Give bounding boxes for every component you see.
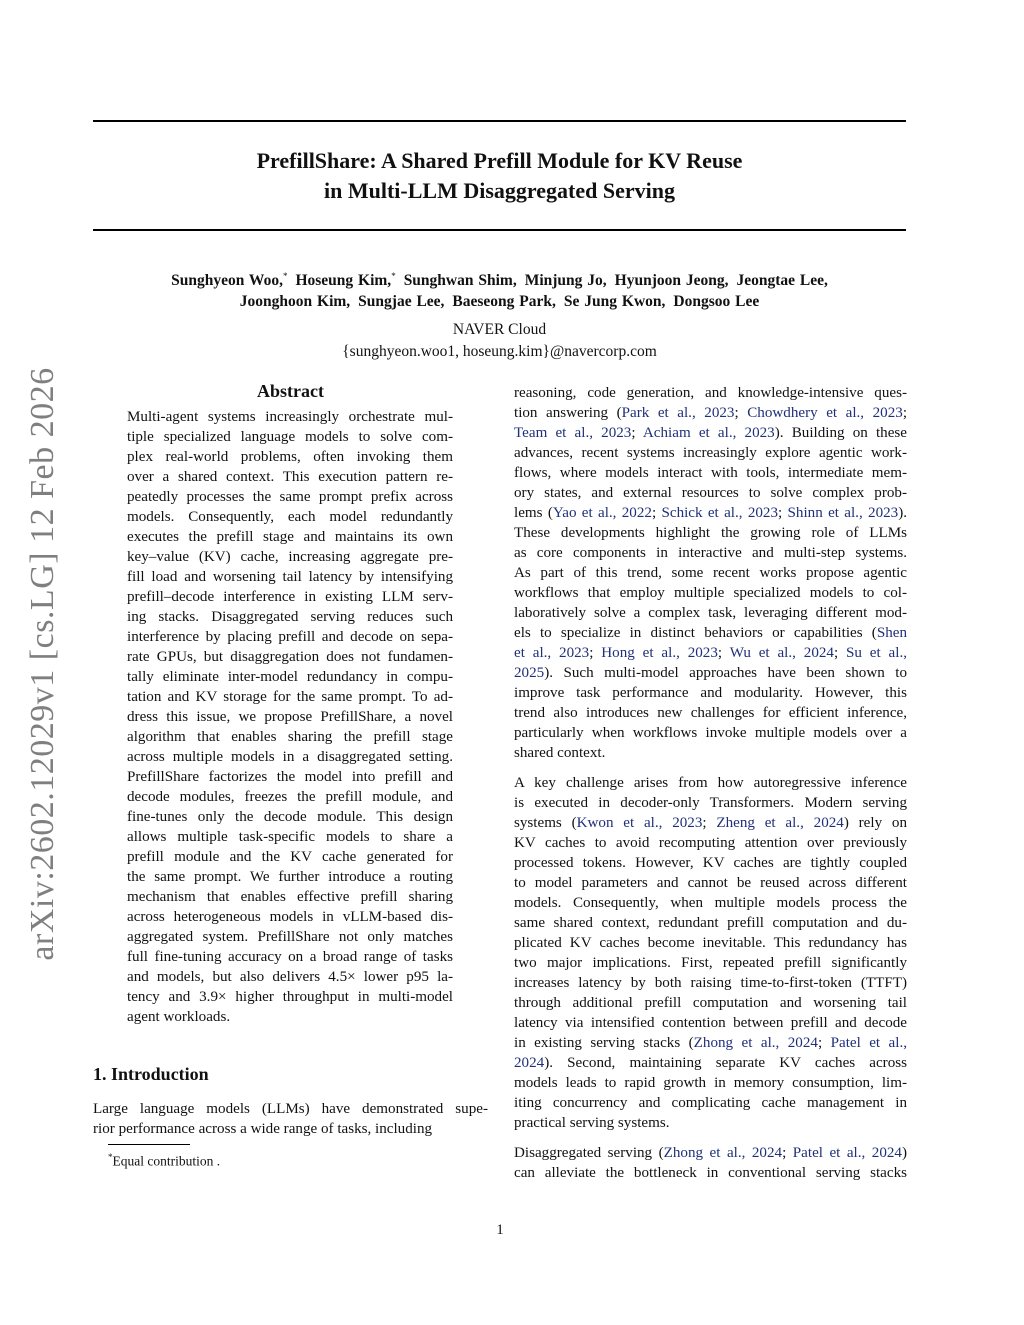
text-line: rate GPUs, but disaggregation does not fundamen- bbox=[127, 649, 453, 665]
text-line: fill load and worsening tail latency by intensifying bbox=[127, 569, 453, 585]
citation-link[interactable]: Zhong et al., 2024 bbox=[663, 1145, 783, 1161]
text-line: as core components in interactive and multi-step systems. bbox=[514, 545, 907, 561]
author-name: Joonghoon Kim, bbox=[239, 293, 351, 311]
abstract-body bbox=[127, 407, 453, 1027]
text-line: Disaggregated serving (Zhong et al., 2024; Patel et al., 2024) bbox=[514, 1145, 908, 1161]
text-line: rior performance across a wide range of tasks, including bbox=[93, 1121, 433, 1137]
text-line: across multiple models in a disaggregated setting. bbox=[127, 749, 453, 765]
citation-link[interactable]: et al., 2023 bbox=[514, 645, 590, 661]
author-name: Se Jung Kwon, bbox=[563, 293, 666, 311]
text-line: Multi-agent systems increasingly orchestrate mul- bbox=[127, 409, 453, 425]
citation-link[interactable]: 2024 bbox=[514, 1055, 545, 1071]
title-rule-top bbox=[93, 120, 906, 122]
text-line: agent workloads. bbox=[127, 1009, 231, 1025]
text-line: models leads to rapid growth in memory consumption, lim- bbox=[514, 1075, 907, 1091]
citation-link[interactable]: Patel et al., 2024 bbox=[792, 1145, 902, 1161]
text-line: prefill–decode interference in existing LLM serv- bbox=[127, 589, 453, 605]
text-line: latency via intensified contention between prefill and decode bbox=[514, 1015, 907, 1031]
text-line: 2025). Such multi-model approaches have been shown to bbox=[514, 665, 907, 681]
text-line: mechanism that enables effective prefill sharing bbox=[127, 889, 453, 905]
text-line: A key challenge arises from how autoregressive inference bbox=[514, 775, 907, 791]
text-line: lems (Yao et al., 2022; Schick et al., 2023; Shinn et al., 2023). bbox=[514, 505, 908, 521]
text-line: full fine-tuning accuracy on a broad range of tasks bbox=[127, 949, 453, 965]
text-line: plex real-world problems, often invoking them bbox=[127, 449, 453, 465]
text-line: models. Consequently, when multiple models process the bbox=[514, 895, 907, 911]
text-line: increases latency by both raising time-to-first-token (TTFT) bbox=[514, 975, 907, 991]
author-name: Minjung Jo, bbox=[524, 272, 607, 290]
citation-link[interactable]: Zhong et al., 2024 bbox=[693, 1035, 818, 1051]
author-mark: * bbox=[391, 271, 396, 281]
text-line: ory states, and external resources to solve complex prob- bbox=[514, 485, 907, 501]
text-line: 2024). Second, maintaining separate KV caches across bbox=[514, 1055, 907, 1071]
introduction-body bbox=[93, 1099, 488, 1139]
text-line: across heterogeneous models in vLLM-based dis- bbox=[127, 909, 453, 925]
citation-link[interactable]: Achiam et al., 2023 bbox=[642, 425, 775, 441]
text-line: flows, where models interact with tools, intermediate mem- bbox=[514, 465, 907, 481]
author-list bbox=[93, 266, 906, 312]
text-line: key–value (KV) cache, increasing aggregate pre- bbox=[127, 549, 453, 565]
text-line: fine-tunes only the decode module. This design bbox=[127, 809, 453, 825]
citation-link[interactable]: Team et al., 2023 bbox=[514, 425, 632, 441]
text-line: tation and KV storage for the same prompt. To ad- bbox=[127, 689, 453, 705]
left-column bbox=[93, 379, 488, 1139]
text-line: dress this issue, we propose PrefillShare, a novel bbox=[127, 709, 453, 725]
footnote-mark: * bbox=[108, 1152, 113, 1162]
author-name: Hyunjoon Jeong, bbox=[614, 272, 729, 290]
author-row bbox=[93, 291, 906, 312]
author-mark: * bbox=[282, 271, 288, 281]
paragraph bbox=[514, 1143, 907, 1183]
text-line: et al., 2023; Hong et al., 2023; Wu et al., 2024; Su et al., bbox=[514, 645, 907, 661]
text-line: els to specialize in distinct behaviors or capabilities (Shen bbox=[514, 625, 907, 641]
text-line: plicated KV caches become inevitable. This redundancy has bbox=[514, 935, 907, 951]
text-line: advances, recent systems increasingly explore agentic work- bbox=[514, 445, 907, 461]
text-line: peatedly processes the same prompt prefix across bbox=[127, 489, 453, 505]
text-line: workflows that employ multiple specialized models to col- bbox=[514, 585, 907, 601]
text-line: As part of this trend, some recent works propose agentic bbox=[514, 565, 907, 581]
text-line: iting concurrency and complicating cache management in bbox=[514, 1095, 907, 1111]
citation-link[interactable]: Patel et al., bbox=[830, 1035, 908, 1051]
text-line: allows multiple task-specific models to share a bbox=[127, 829, 453, 845]
text-line: trend also introduces new challenges for efficient inference, bbox=[514, 705, 907, 721]
text-line: two major implications. First, repeated prefill significantly bbox=[514, 955, 907, 971]
text-line: systems (Kwon et al., 2023; Zheng et al., 2024) rely on bbox=[514, 815, 908, 831]
text-line: executes the prefill stage and maintains its own bbox=[127, 529, 453, 545]
text-line: interference by placing prefill and decode on sepa- bbox=[127, 629, 453, 645]
author-name: Dongsoo Lee bbox=[673, 293, 760, 311]
title-line-1: PrefillShare: A Shared Prefill Module for KV Reuse bbox=[256, 148, 743, 173]
paragraph bbox=[514, 773, 907, 1133]
paragraph bbox=[514, 383, 907, 763]
citation-link[interactable]: Yao et al., 2022 bbox=[552, 505, 652, 521]
text-line: ing stacks. Disaggregated serving reduces such bbox=[127, 609, 453, 625]
text-line: tency and 3.9× higher throughput in multi-model bbox=[127, 989, 453, 1005]
text-line: aggregated system. PrefillShare not only matches bbox=[127, 929, 453, 945]
author-name: Jeongtae Lee, bbox=[736, 272, 828, 290]
text-line: models. Consequently, each model redundantly bbox=[127, 509, 453, 525]
text-line: in existing serving stacks (Zhong et al., 2024; Patel et al., bbox=[514, 1035, 908, 1051]
citation-link[interactable]: Schick et al., 2023 bbox=[661, 505, 779, 521]
text-line: the same prompt. We further introduce a routing bbox=[127, 869, 453, 885]
text-line: improve task performance and modularity. However, this bbox=[514, 685, 907, 701]
text-line: is executed in decoder-only Transformers. Modern serving bbox=[514, 795, 907, 811]
text-line: tion answering (Park et al., 2023; Chowdhery et al., 2023; bbox=[514, 405, 908, 421]
author-name: Sunghyeon Woo,* bbox=[171, 271, 288, 290]
text-line: same shared context, redundant prefill computation and du- bbox=[514, 915, 907, 931]
text-line: can alleviate the bottleneck in conventional serving stacks bbox=[514, 1165, 907, 1181]
text-line: over a shared context. This execution pattern re- bbox=[127, 469, 453, 485]
affiliation-block bbox=[93, 319, 906, 363]
author-row bbox=[93, 266, 906, 291]
text-line: laboratively solve a complex task, leveraging different mod- bbox=[514, 605, 907, 621]
text-line: Team et al., 2023; Achiam et al., 2023). Building on these bbox=[514, 425, 908, 441]
text-line: algorithm that enables sharing the prefill stage bbox=[127, 729, 453, 745]
citation-link[interactable]: Zheng et al., 2024 bbox=[716, 815, 844, 831]
affiliation-org: NAVER Cloud bbox=[452, 321, 547, 338]
text-line: practical serving systems. bbox=[514, 1115, 670, 1131]
text-line: tally eliminate inter-model redundancy in compu- bbox=[127, 669, 453, 685]
arxiv-stamp: arXiv:2602.12029v1 [cs.LG] 12 Feb 2026 bbox=[24, 367, 61, 961]
text-line: KV caches to avoid recomputing attention over previously bbox=[514, 835, 907, 851]
citation-link[interactable]: Shen bbox=[876, 625, 907, 641]
citation-link[interactable]: Chowdhery et al., 2023 bbox=[747, 405, 903, 421]
citation-link[interactable]: Su et al., bbox=[846, 645, 907, 661]
citation-link[interactable]: Shinn et al., 2023 bbox=[787, 505, 899, 521]
footnote-text: Equal contribution . bbox=[112, 1153, 221, 1169]
text-line: reasoning, code generation, and knowledge-intensive ques- bbox=[514, 385, 907, 401]
text-line: prefill module and the KV cache generated for bbox=[127, 849, 453, 865]
paper-title bbox=[93, 146, 906, 206]
title-line-2: in Multi-LLM Disaggregated Serving bbox=[324, 178, 675, 203]
text-line: These developments highlight the growing role of LLMs bbox=[514, 525, 907, 541]
text-line: processed tokens. However, KV caches are tightly coupled bbox=[514, 855, 907, 871]
text-line: and models, but also delivers 4.5× lower p95 la- bbox=[127, 969, 453, 985]
citation-link[interactable]: Hong et al., 2023 bbox=[601, 645, 718, 661]
citation-link[interactable]: 2025 bbox=[514, 665, 545, 681]
footnote-rule bbox=[108, 1144, 190, 1145]
right-column bbox=[514, 383, 907, 1183]
author-name: Hoseung Kim,* bbox=[295, 271, 396, 290]
text-line: through additional prefill computation and worsening tail bbox=[514, 995, 907, 1011]
affiliation-email: {sunghyeon.woo1, hoseung.kim}@navercorp.com bbox=[342, 343, 657, 360]
author-name: Sunghwan Shim, bbox=[403, 272, 517, 290]
text-line: shared context. bbox=[514, 745, 606, 761]
author-name: Baeseong Park, bbox=[452, 293, 556, 311]
abstract-heading: Abstract bbox=[257, 381, 324, 401]
footnote bbox=[108, 1148, 220, 1171]
title-rule-bottom bbox=[93, 229, 906, 231]
citation-link[interactable]: Wu et al., 2024 bbox=[729, 645, 834, 661]
text-line: Large language models (LLMs) have demonstrated supe- bbox=[93, 1101, 488, 1117]
introduction-heading: 1. Introduction bbox=[93, 1064, 209, 1084]
text-line: decode modules, freezes the prefill module, and bbox=[127, 789, 453, 805]
text-line: PrefillShare factorizes the model into prefill and bbox=[127, 769, 453, 785]
text-line: to model parameters and cannot be reused across different bbox=[514, 875, 907, 891]
text-line: tiple specialized language models to solve com- bbox=[127, 429, 453, 445]
citation-link[interactable]: Kwon et al., 2023 bbox=[576, 815, 703, 831]
citation-link[interactable]: Park et al., 2023 bbox=[621, 405, 735, 421]
author-name: Sungjae Lee, bbox=[358, 293, 445, 311]
text-line: particularly when workflows invoke multiple models over a bbox=[514, 725, 907, 741]
page-number: 1 bbox=[496, 1222, 504, 1238]
